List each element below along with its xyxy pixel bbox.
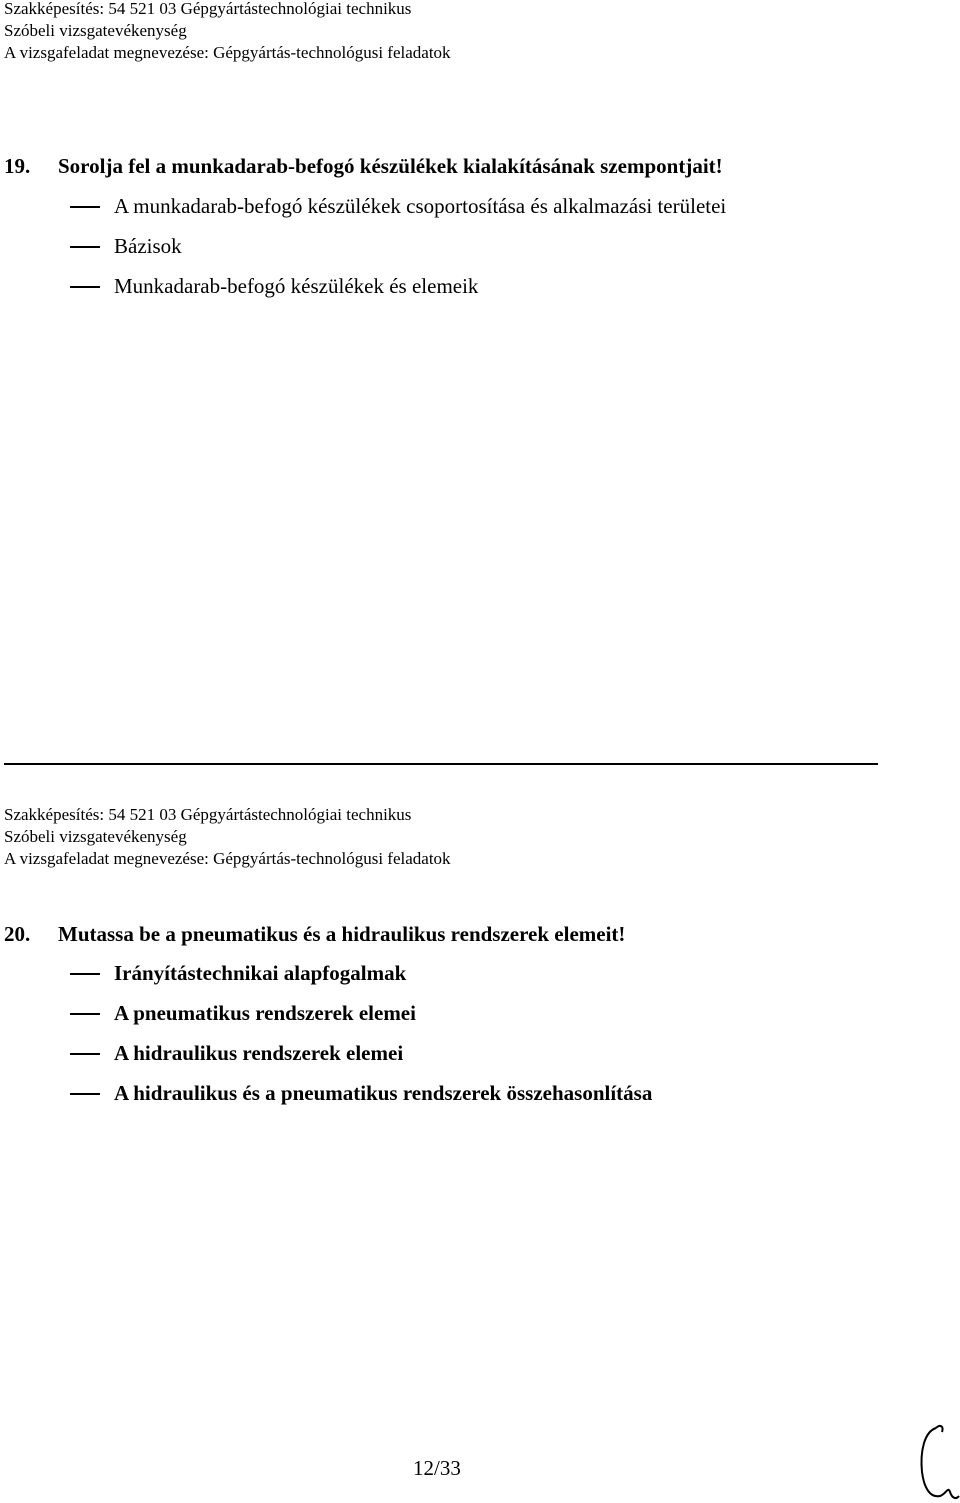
header-task-name: A vizsgafeladat megnevezése: Gépgyártás-technológusi feladatok <box>4 849 451 868</box>
question-text: Mutassa be a pneumatikus és a hidraulikus rendszerek elemeit! <box>58 922 626 946</box>
list-item: Bázisok <box>70 234 182 259</box>
page-divider <box>4 763 878 765</box>
dash-icon <box>70 1093 100 1095</box>
question-number: 20. <box>4 922 31 946</box>
page-number: 12/33 <box>413 1456 461 1480</box>
list-item: A pneumatikus rendszerek elemei <box>70 1001 416 1026</box>
header-exam-type: Szóbeli vizsgatevékenység <box>4 21 187 40</box>
dash-icon <box>70 1013 100 1015</box>
list-item: A hidraulikus és a pneumatikus rendszerek összehasonlítása <box>70 1081 652 1106</box>
list-item: A hidraulikus rendszerek elemei <box>70 1041 403 1066</box>
question-19-title <box>4 154 723 179</box>
signature-mark <box>916 1422 960 1503</box>
dash-icon <box>70 286 100 288</box>
list-item: A munkadarab-befogó készülékek csoportosítása és alkalmazási területei <box>70 194 726 219</box>
header-qualification: Szakképesítés: 54 521 03 Gépgyártástechnológiai technikus <box>4 0 412 18</box>
dash-icon <box>70 973 100 975</box>
header-exam-type: Szóbeli vizsgatevékenység <box>4 827 187 846</box>
list-item: Irányítástechnikai alapfogalmak <box>70 961 406 986</box>
question-20-title <box>4 922 625 947</box>
list-item: Munkadarab-befogó készülékek és elemeik <box>70 274 478 299</box>
question-text: Sorolja fel a munkadarab-befogó készülékek kialakításának szempontjait! <box>58 154 723 178</box>
dash-icon <box>70 246 100 248</box>
page-header-bottom <box>4 804 451 870</box>
question-number: 19. <box>4 154 31 178</box>
header-task-name: A vizsgafeladat megnevezése: Gépgyártás-technológusi feladatok <box>4 43 451 62</box>
dash-icon <box>70 1053 100 1055</box>
dash-icon <box>70 206 100 208</box>
page-header-top <box>4 0 451 64</box>
header-qualification: Szakképesítés: 54 521 03 Gépgyártástechnológiai technikus <box>4 805 412 824</box>
